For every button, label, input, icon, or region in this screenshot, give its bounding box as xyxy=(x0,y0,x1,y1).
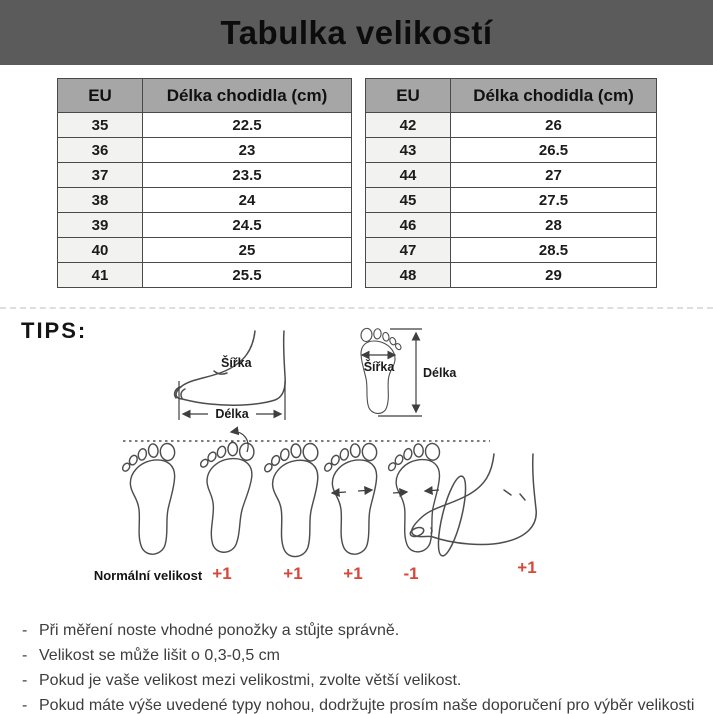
foot-side-view-measure-diagram xyxy=(158,329,300,425)
foot-length-cell: 29 xyxy=(451,263,657,288)
note-text: Pokud máte výše uvedené typy nohou, dodržujte prosím naše doporučení pro výběr velikosti xyxy=(39,697,695,714)
narrow-arrow-left xyxy=(393,492,407,493)
note-text: Pokud je vaše velikost mezi velikostmi, zvolte větší velikost. xyxy=(39,672,462,689)
foot-length-cell: 28.5 xyxy=(451,238,657,263)
note-text: Při měření noste vhodné ponožky a stůjte správně. xyxy=(39,622,400,639)
foot-length-cell: 27 xyxy=(451,163,657,188)
eu-size-cell: 40 xyxy=(58,238,143,263)
foot-type-label-normal: Normální velikost xyxy=(93,568,203,583)
table-row xyxy=(366,263,657,288)
table-row xyxy=(366,163,657,188)
eu-size-cell: 43 xyxy=(366,138,451,163)
eu-size-cell: 46 xyxy=(366,213,451,238)
foot-length-cell: 22.5 xyxy=(143,113,352,138)
eu-size-cell: 37 xyxy=(58,163,143,188)
tips-heading: TIPS: xyxy=(21,318,88,343)
column-header-foot-length: Délka chodidla (cm) xyxy=(451,79,657,113)
header-banner xyxy=(0,0,713,65)
foot-type-label-plus1: +1 xyxy=(283,564,303,583)
table-row xyxy=(366,213,657,238)
table-row xyxy=(366,113,657,138)
foot-length-cell: 25.5 xyxy=(143,263,352,288)
toe-detail xyxy=(181,389,185,398)
table-header-row xyxy=(58,79,352,113)
foot-length-cell: 26.5 xyxy=(451,138,657,163)
tips-section xyxy=(0,309,713,602)
footprint-long-big-toe xyxy=(192,438,256,554)
foot-length-cell: 27.5 xyxy=(451,188,657,213)
foot-length-cell: 24 xyxy=(143,188,352,213)
width-label: Šířka xyxy=(221,356,252,370)
table-row xyxy=(366,188,657,213)
note-item xyxy=(22,622,695,639)
eu-size-cell: 48 xyxy=(366,263,451,288)
page-title: Tabulka velikostí xyxy=(220,13,493,51)
bullet-dash: - xyxy=(22,647,28,664)
foot-types-row-diagram xyxy=(95,430,630,575)
eu-size-cell: 36 xyxy=(58,138,143,163)
table-header-row xyxy=(366,79,657,113)
bullet-dash: - xyxy=(22,697,28,714)
note-item xyxy=(22,697,695,714)
foot-type-label-minus1: -1 xyxy=(403,564,419,583)
notes-list xyxy=(0,602,713,714)
size-tables-section xyxy=(0,65,713,288)
length-label: Délka xyxy=(423,366,457,380)
bullet-dash: - xyxy=(22,622,28,639)
eu-size-cell: 38 xyxy=(58,188,143,213)
note-text: Velikost se může lišit o 0,3-0,5 cm xyxy=(39,647,280,664)
footprint-normal xyxy=(121,443,176,555)
foot-type-label-plus1: +1 xyxy=(343,564,363,583)
footprint-wide xyxy=(323,443,378,555)
high-instep-foot xyxy=(409,454,536,558)
column-header-eu: EU xyxy=(366,79,451,113)
column-header-foot-length: Délka chodidla (cm) xyxy=(143,79,352,113)
foot-length-cell: 26 xyxy=(451,113,657,138)
eu-size-cell: 39 xyxy=(58,213,143,238)
size-table-eu-35-41 xyxy=(57,78,352,288)
table-row xyxy=(58,138,352,163)
eu-size-cell: 47 xyxy=(366,238,451,263)
foot-length-cell: 23.5 xyxy=(143,163,352,188)
wide-arrow-right xyxy=(358,490,372,491)
note-item xyxy=(22,672,695,689)
table-row xyxy=(58,213,352,238)
foot-length-cell: 24.5 xyxy=(143,213,352,238)
footprint-measure-diagram xyxy=(346,319,466,421)
eu-size-cell: 35 xyxy=(58,113,143,138)
table-row xyxy=(58,263,352,288)
table-row xyxy=(58,163,352,188)
foot-type-label-plus1: +1 xyxy=(212,564,232,583)
table-row xyxy=(58,238,352,263)
table-row xyxy=(58,113,352,138)
width-label: Šířka xyxy=(363,360,395,374)
foot-length-cell: 28 xyxy=(451,213,657,238)
eu-size-cell: 44 xyxy=(366,163,451,188)
foot-type-label-plus1: +1 xyxy=(517,558,537,577)
table-row xyxy=(366,238,657,263)
note-item xyxy=(22,647,695,664)
column-header-eu: EU xyxy=(58,79,143,113)
eu-size-cell: 42 xyxy=(366,113,451,138)
length-label: Délka xyxy=(215,407,249,421)
foot-length-cell: 25 xyxy=(143,238,352,263)
table-row xyxy=(366,138,657,163)
table-row xyxy=(58,188,352,213)
bullet-dash: - xyxy=(22,672,28,689)
foot-length-cell: 23 xyxy=(143,138,352,163)
eu-size-cell: 41 xyxy=(58,263,143,288)
eu-size-cell: 45 xyxy=(366,188,451,213)
footprint-long-second-toe xyxy=(263,443,319,557)
size-table-eu-42-48 xyxy=(365,78,657,288)
